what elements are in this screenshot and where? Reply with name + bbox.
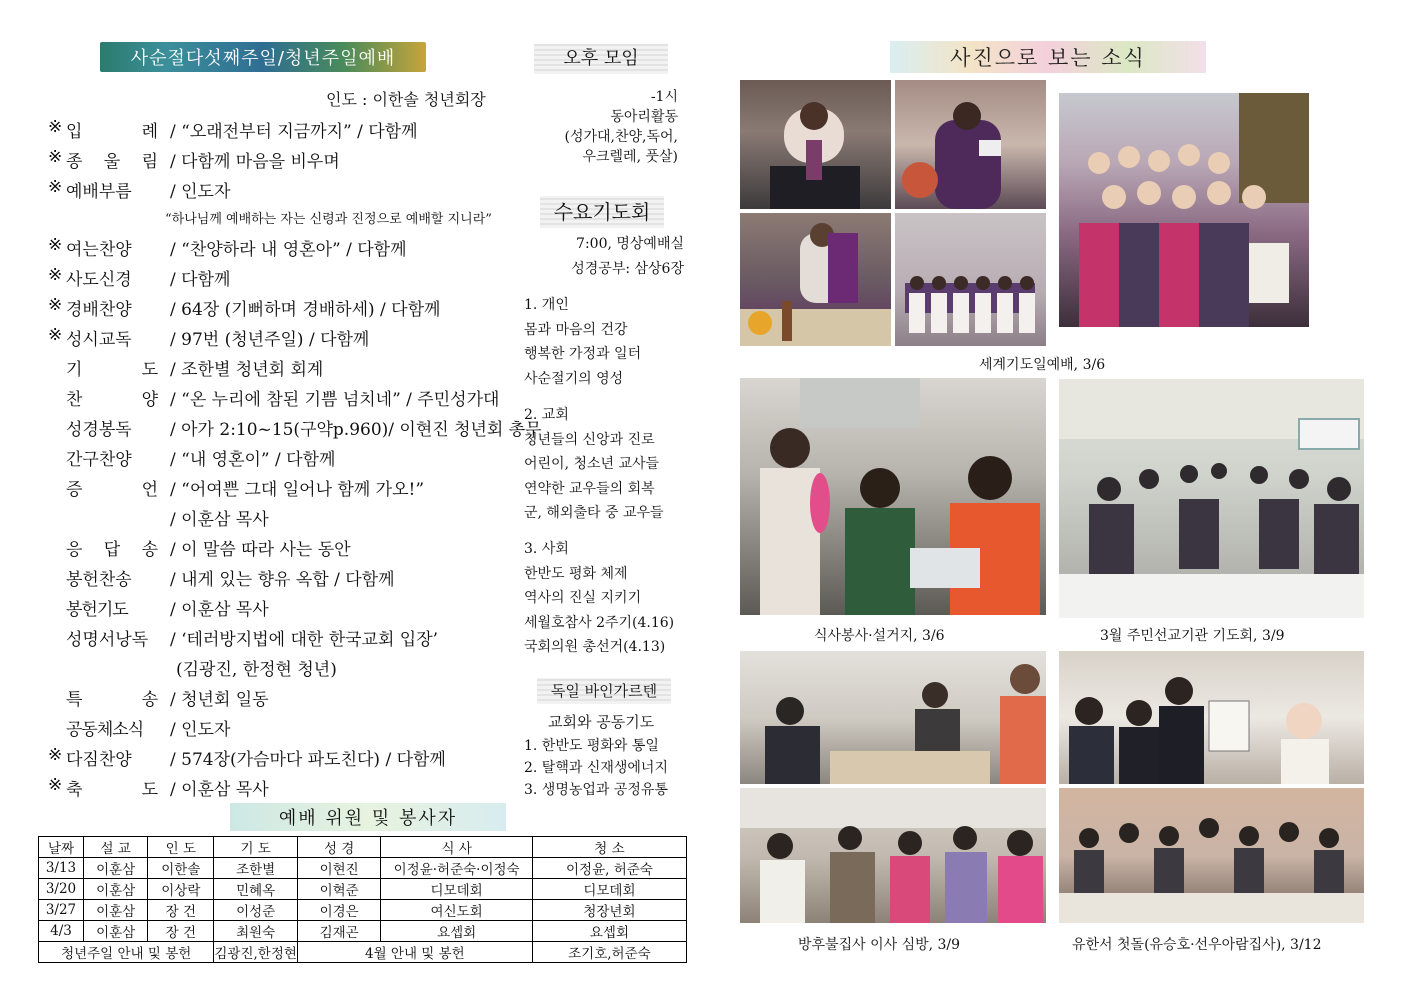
- order-item: [48, 715, 518, 739]
- order-item-value: / “내 영혼이” / 다함께: [170, 450, 336, 470]
- order-item: [48, 325, 518, 349]
- order-item-name: 경배찬양: [66, 300, 132, 320]
- order-item-value: / 조한별 청년회 회계: [170, 360, 324, 380]
- prayer-group-heading: 3. 사회: [524, 541, 569, 557]
- order-item-name: 공동체소식: [66, 720, 144, 740]
- prayer-item: 청년들의 신앙과 진로: [524, 431, 655, 448]
- worship-title: 사순절다섯째주일/청년주일예배: [130, 48, 396, 69]
- prayer-item: 역사의 진실 지키기: [524, 590, 642, 606]
- worship-leader: 인도 : 이한솔 청년회장: [326, 90, 486, 109]
- table-cell: 4/3: [39, 921, 84, 942]
- table-cell: 이경은: [297, 900, 380, 921]
- order-item: [48, 535, 518, 559]
- table-footer-row: [39, 942, 687, 963]
- prayer-item: 세월호참사 2주기(4.16): [524, 614, 675, 631]
- photo-mission-prayer-meeting: [1059, 379, 1364, 618]
- order-item-name: 봉헌찬송: [66, 570, 132, 590]
- table-cell: 이정윤·허준숙·이정숙: [381, 858, 532, 879]
- table-cell: 여신도회: [381, 900, 532, 921]
- afternoon-line: 우크렐레, 풋살): [582, 149, 678, 165]
- order-item-value: / 이훈삼 목사: [170, 780, 269, 800]
- afternoon-line: 동아리활동: [610, 109, 678, 125]
- table-cell: 3/27: [39, 900, 84, 921]
- order-item-name: 증 언: [66, 480, 158, 500]
- table-cell: 김재곤: [297, 921, 380, 942]
- caption-world-prayer-day: 세계기도일예배, 3/6: [979, 357, 1106, 373]
- table-cell: 이성준: [214, 900, 298, 921]
- order-item-value: / 574장(가슴마다 파도친다) / 다함께: [170, 750, 446, 770]
- worship-title-banner: [100, 42, 426, 72]
- table-cell: 설 교: [84, 837, 148, 858]
- order-item: [48, 685, 518, 709]
- order-item-value: / “오래전부터 지금까지” / 다함께: [170, 122, 418, 142]
- order-item: [48, 295, 518, 319]
- caption-mission-prayer: 3월 주민선교기관 기도회, 3/9: [1100, 628, 1285, 644]
- prayer-item: 국회의원 총선거(4.13): [524, 639, 666, 655]
- order-item: [48, 445, 518, 469]
- order-item-value: / “어여쁜 그대 일어나 함께 가오!”: [170, 480, 425, 500]
- table-cell: 청 소: [532, 837, 686, 858]
- order-item-value: / 이 말씀 따라 사는 동안: [170, 540, 351, 560]
- order-item-name: 응 답 송: [66, 540, 158, 560]
- order-item: [48, 655, 518, 679]
- wednesday-line: 7:00, 명상예배실: [576, 236, 684, 252]
- wednesday-title: 수요기도회: [540, 196, 664, 228]
- order-item-name: 찬 양: [66, 390, 158, 410]
- table-cell: 이정윤, 허준숙: [532, 858, 686, 879]
- order-item-value: / 인도자: [170, 182, 231, 202]
- wednesday-line: 성경공부: 삼상6장: [571, 261, 684, 277]
- photo-news-banner: [890, 41, 1206, 73]
- order-item-name: 여는찬양: [66, 240, 132, 260]
- order-item: [48, 775, 518, 799]
- table-cell: 4월 안내 및 봉헌: [297, 942, 532, 963]
- photo-speaker-podium: [740, 80, 891, 209]
- prayer-item: 군, 해외출타 중 교우들: [524, 505, 664, 521]
- order-item-value: / 이훈삼 목사: [170, 510, 269, 530]
- order-item-name: 축 도: [66, 780, 158, 800]
- prayer-item: 어린이, 청소년 교사들: [524, 456, 660, 472]
- table-cell: 민혜옥: [214, 879, 298, 900]
- table-cell: 이훈삼: [84, 921, 148, 942]
- german-prayer-item: 1. 한반도 평화와 통일: [524, 738, 659, 754]
- order-item-value: / “찬양하라 내 영혼아” / 다함께: [170, 240, 407, 260]
- table-cell: 청장년회: [532, 900, 686, 921]
- table-cell: 최원숙: [214, 921, 298, 942]
- caption-home-visit: 방후불집사 이사 심방, 3/9: [798, 937, 961, 953]
- order-item-name: 간구찬양: [66, 450, 132, 470]
- order-item-name: 특 송: [66, 690, 158, 710]
- order-item-name: 다짐찬양: [66, 750, 132, 770]
- order-item-value: / 64장 (기뻐하며 경배하세) / 다함께: [170, 300, 441, 320]
- order-item: [48, 745, 518, 769]
- photo-kitchen-service: [740, 378, 1046, 615]
- table-row: [39, 921, 687, 942]
- order-item: [48, 265, 518, 289]
- table-cell: 장 건: [148, 921, 214, 942]
- caption-meal-service: 식사봉사·설거지, 3/6: [814, 628, 945, 644]
- table-row: [39, 879, 687, 900]
- order-item-name: 종 울 림: [66, 152, 158, 172]
- required-marker: ※: [48, 117, 63, 137]
- order-item: [48, 177, 518, 201]
- order-item: [48, 385, 518, 409]
- required-marker: ※: [48, 147, 63, 167]
- order-item-value: / 아가 2:10~15(구약p.960)/ 이현진 청년회 총무: [170, 420, 542, 440]
- duty-table: [38, 836, 687, 963]
- afternoon-line: -1시: [650, 89, 678, 105]
- order-item: [48, 415, 542, 440]
- table-cell: 이현진: [297, 858, 380, 879]
- table-cell: 요셉회: [381, 921, 532, 942]
- table-cell: 날짜: [39, 837, 84, 858]
- table-cell: 이훈삼: [84, 900, 148, 921]
- table-cell: 장 건: [148, 900, 214, 921]
- call-to-worship-quote: “하나님께 예배하는 자는 신령과 진정으로 예배할 지니라”: [165, 212, 492, 227]
- required-marker: ※: [48, 745, 63, 765]
- order-item: [48, 505, 518, 529]
- table-cell: 3/13: [39, 858, 84, 879]
- order-item-value: / 97번 (청년주일) / 다함께: [170, 330, 370, 350]
- caption-first-birthday: 유한서 첫돌(유승호·선우아람집사), 3/12: [1072, 937, 1322, 953]
- order-item: [48, 565, 518, 589]
- photo-choir: [895, 213, 1046, 346]
- table-row: [39, 858, 687, 879]
- afternoon-title: 오후 모임: [534, 44, 668, 74]
- order-item-name: 입 례: [66, 122, 158, 142]
- table-cell: 청년주일 안내 및 봉헌: [39, 942, 214, 963]
- german-prayer-item: 2. 탈핵과 신재생에너지: [524, 760, 668, 776]
- order-item-value: / 청년회 일동: [170, 690, 269, 710]
- order-item-name: 성경봉독: [66, 420, 132, 440]
- table-cell: 디모데회: [381, 879, 532, 900]
- order-item-value: / 다함께: [170, 270, 231, 290]
- afternoon-line: (성가대,찬양,독어,: [564, 129, 678, 145]
- order-item-name: 사도신경: [66, 270, 132, 290]
- german-prayer-item: 3. 생명농업과 공정유통: [524, 782, 668, 798]
- table-cell: 이상락: [148, 879, 214, 900]
- order-item-name: 예배부름: [66, 182, 132, 202]
- photo-first-birthday-1: [1059, 651, 1364, 784]
- order-item: [48, 117, 518, 141]
- required-marker: ※: [48, 295, 63, 315]
- order-item-name: 기 도: [66, 360, 158, 380]
- prayer-group-heading: 1. 개인: [524, 297, 569, 313]
- photo-woman-reading: [895, 80, 1046, 209]
- prayer-item: 연약한 교우들의 회복: [524, 480, 655, 497]
- prayer-item: 한반도 평화 체제: [524, 565, 628, 582]
- photo-first-birthday-2: [1059, 788, 1364, 923]
- photo-news-title: 사진으로 보는 소식: [950, 46, 1146, 70]
- german-church-title: 독일 바인가르텐: [537, 678, 671, 704]
- table-cell: 이한솔: [148, 858, 214, 879]
- required-marker: ※: [48, 325, 63, 345]
- prayer-item: 몸과 마음의 건강: [524, 321, 628, 338]
- order-item-value: / 내게 있는 향유 옥합 / 다함께: [170, 570, 395, 590]
- required-marker: ※: [48, 177, 63, 197]
- table-cell: 기 도: [214, 837, 298, 858]
- photo-home-visit-1: [740, 651, 1046, 784]
- table-cell: 이훈삼: [84, 879, 148, 900]
- order-item-value: / 인도자: [170, 720, 231, 740]
- table-cell: 3/20: [39, 879, 84, 900]
- table-cell: 성 경: [297, 837, 380, 858]
- table-cell: 식 사: [381, 837, 532, 858]
- table-cell: 인 도: [148, 837, 214, 858]
- table-header-row: [39, 837, 687, 858]
- table-cell: 이혁준: [297, 879, 380, 900]
- order-item-name: 성시교독: [66, 330, 132, 350]
- table-cell: 이훈삼: [84, 858, 148, 879]
- order-item: [48, 355, 518, 379]
- order-item-value: / 다함께 마음을 비우며: [170, 152, 340, 172]
- prayer-item: 행복한 가정과 일터: [524, 346, 642, 362]
- order-item-name: 봉헌기도: [66, 600, 128, 620]
- order-item: [48, 625, 518, 649]
- photo-home-visit-2: [740, 788, 1046, 923]
- order-item-value: / “온 누리에 참된 기쁨 넘치네” / 주민성가대: [170, 390, 500, 410]
- order-item-value: / 이훈삼 목사: [170, 600, 269, 620]
- duty-title: 예배 위원 및 봉사자: [278, 808, 458, 829]
- table-cell: 요셉회: [532, 921, 686, 942]
- required-marker: ※: [48, 265, 63, 285]
- duty-title-banner: [230, 803, 506, 831]
- table-row: [39, 900, 687, 921]
- order-item: [48, 235, 518, 259]
- order-item-name: 성명서낭독: [66, 630, 149, 650]
- prayer-group-heading: 2. 교회: [524, 407, 569, 423]
- order-item-value: / ‘테러방지법에 대한 한국교회 입장’: [170, 630, 439, 650]
- table-cell: 조기호,허준숙: [532, 942, 686, 963]
- prayer-item: 사순절기의 영성: [524, 370, 624, 387]
- table-cell: 디모데회: [532, 879, 686, 900]
- order-item: [48, 595, 518, 619]
- order-item: [48, 475, 518, 499]
- table-cell: 김광진,한정현: [214, 942, 298, 963]
- order-item: [48, 147, 518, 171]
- order-item-value: (김광진, 한정현 청년): [176, 660, 337, 680]
- required-marker: ※: [48, 775, 63, 795]
- photo-leader-altar: [740, 213, 891, 346]
- photo-group-women: [1059, 93, 1309, 327]
- table-cell: 조한별: [214, 858, 298, 879]
- german-church-subtitle: 교회와 공동기도: [548, 713, 655, 731]
- required-marker: ※: [48, 235, 63, 255]
